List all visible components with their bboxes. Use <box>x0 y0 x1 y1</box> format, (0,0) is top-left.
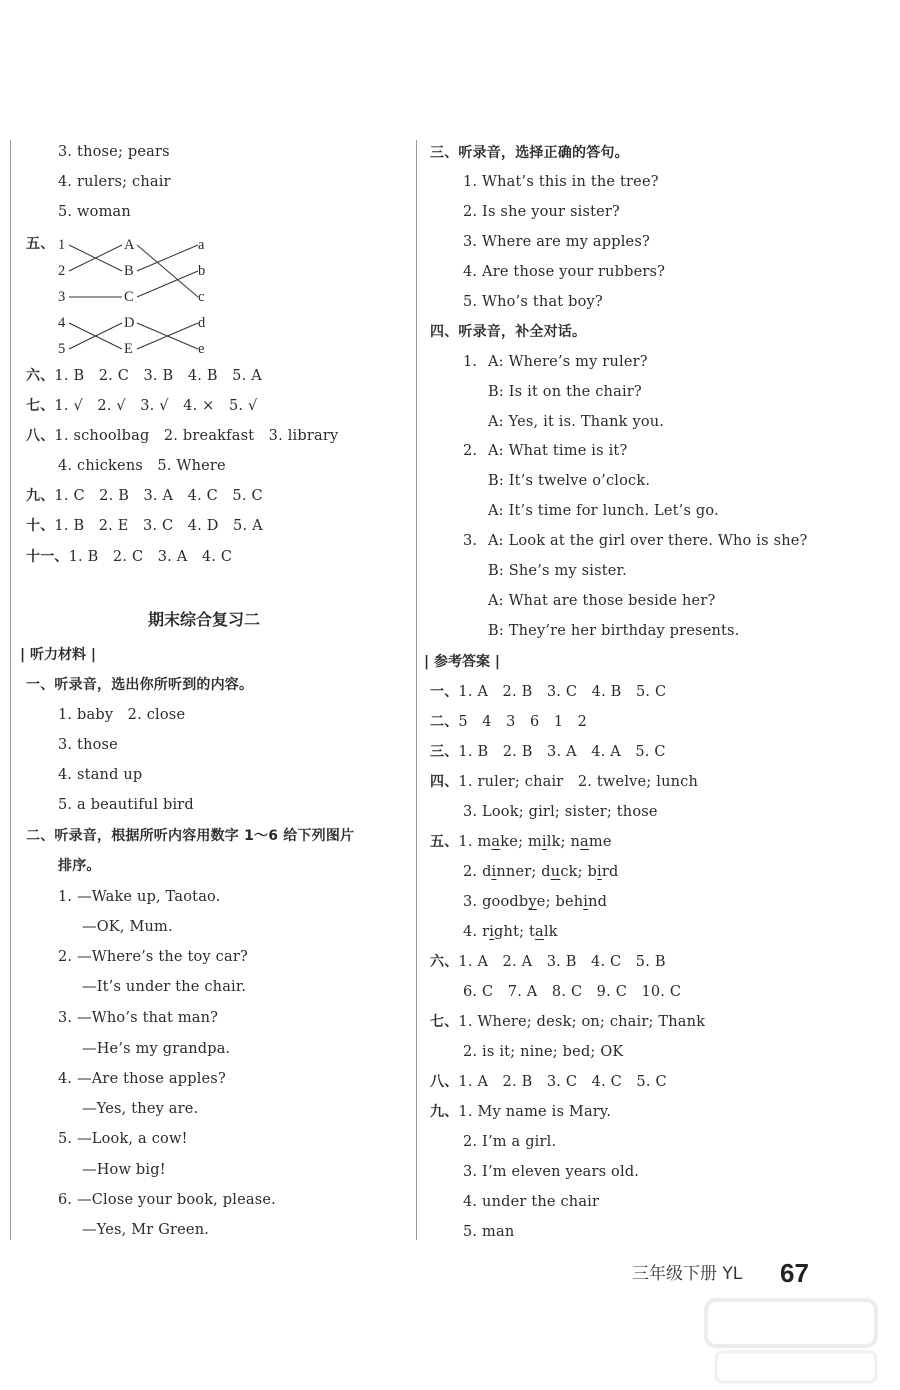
dialog-3-line-2: B: She’s my sister. <box>488 563 627 579</box>
answer-line-8b: 4. chickens 5. Where <box>58 458 226 474</box>
matching-label: 五、 <box>26 236 55 252</box>
answer5-line-1: 五、1. make; milk; name <box>430 834 612 850</box>
answer-line-7: 七、1. √ 2. √ 3. √ 4. × 5. √ <box>26 398 258 414</box>
answer-r9: 九、1. My name is Mary. <box>430 1104 612 1120</box>
match-lower-e: e <box>198 341 205 357</box>
answer-line-8: 八、1. schoolbag 2. breakfast 3. library <box>26 428 339 444</box>
answer-r1: 一、1. A 2. B 3. C 4. B 5. C <box>430 684 667 700</box>
matching-lower <box>198 237 206 357</box>
answer-r3: 三、1. B 2. B 3. A 4. A 5. C <box>430 744 666 760</box>
matching-numbers <box>58 237 66 357</box>
answer-r2: 二、5 4 3 6 1 2 <box>430 714 588 730</box>
part3-heading: 三、听录音，选择正确的答句。 <box>430 145 629 161</box>
footer-grade-label: 三年级下册 YL <box>632 1264 743 1284</box>
part4-heading: 四、听录音，补全对话。 <box>430 324 587 340</box>
part2-item-3b: —He’s my grandpa. <box>82 1041 231 1057</box>
dialog-2-num: 2. <box>463 443 478 459</box>
match-number-2: 2 <box>58 263 66 279</box>
dialog-1-line-2: B: Is it on the chair? <box>488 384 642 400</box>
part2-item-3: 3. —Who’s that man? <box>58 1010 219 1026</box>
part3-item-4: 4. Are those your rubbers? <box>463 264 666 280</box>
part2-item-1: 1. —Wake up, Taotao. <box>58 889 221 905</box>
dialog-2-line-2: B: It’s twelve o’clock. <box>488 473 651 489</box>
match-lower-d: d <box>198 315 206 331</box>
part3-item-1: 1. What’s this in the tree? <box>463 174 659 190</box>
answer5-line-2: 2. dinner; duck; bird <box>463 864 619 880</box>
part2-item-2: 2. —Where’s the toy car? <box>58 949 248 965</box>
part2-heading-2: 排序。 <box>58 858 101 874</box>
part2-item-6: 6. —Close your book, please. <box>58 1192 276 1208</box>
answer-r4: 四、1. ruler; chair 2. twelve; lunch <box>430 774 699 790</box>
answer-r8: 八、1. A 2. B 3. C 4. C 5. C <box>430 1074 667 1090</box>
answer5-line-4: 4. right; talk <box>463 924 558 940</box>
left-margin-line <box>10 140 11 1240</box>
dialog-3-line-3: A: What are those beside her? <box>488 593 716 609</box>
left-item-2: 4. rulers; chair <box>58 174 171 190</box>
part1-item-4: 5. a beautiful bird <box>58 797 194 813</box>
match-upper-b: B <box>124 263 134 279</box>
match-lower-a: a <box>198 237 205 253</box>
dialog-1-num: 1. <box>463 354 478 370</box>
page-number: 67 <box>780 1258 809 1288</box>
answer-r6b: 6. C 7. A 8. C 9. C 10. C <box>463 984 682 1000</box>
answer-line-9: 九、1. C 2. B 3. A 4. C 5. C <box>26 488 263 504</box>
answer-r9b: 2. I’m a girl. <box>463 1134 557 1150</box>
answer-r9d: 4. under the chair <box>463 1194 600 1210</box>
part2-item-5: 5. —Look, a cow! <box>58 1131 188 1147</box>
match-number-5: 5 <box>58 341 66 357</box>
answer-r4b: 3. Look; girl; sister; those <box>463 804 658 820</box>
answer-r9e: 5. man <box>463 1224 515 1240</box>
part1-item-2: 3. those <box>58 737 118 753</box>
listening-tag: | 听力材料 | <box>20 647 96 663</box>
part2-item-5b: —How big! <box>82 1162 166 1178</box>
part3-item-2: 2. Is she your sister? <box>463 204 621 220</box>
part2-item-2b: —It’s under the chair. <box>82 979 247 995</box>
left-item-3: 5. woman <box>58 204 131 220</box>
dialog-3-line-1: A: Look at the girl over there. Who is she? <box>488 533 808 549</box>
left-item-1: 3. those; pears <box>58 144 170 160</box>
answer-line-6: 六、1. B 2. C 3. B 4. B 5. A <box>26 368 262 384</box>
answer5-line-3: 3. goodbye; behind <box>463 894 608 910</box>
part2-item-6b: —Yes, Mr Green. <box>82 1222 210 1238</box>
matching-diagram <box>52 232 252 362</box>
match-lower-c: c <box>198 289 205 305</box>
answer-r7b: 2. is it; nine; bed; OK <box>463 1044 624 1060</box>
part2-item-4: 4. —Are those apples? <box>58 1071 226 1087</box>
part3-item-5: 5. Who’s that boy? <box>463 294 603 310</box>
match-upper-e: E <box>124 341 133 357</box>
match-lower-b: b <box>198 263 206 279</box>
answer-r7: 七、1. Where; desk; on; chair; Thank <box>430 1014 706 1030</box>
answer-r6: 六、1. A 2. A 3. B 4. C 5. B <box>430 954 666 970</box>
match-number-4: 4 <box>58 315 66 331</box>
dialog-2-line-1: A: What time is it? <box>488 443 628 459</box>
part3-item-3: 3. Where are my apples? <box>463 234 650 250</box>
dialog-1-line-3: A: Yes, it is. Thank you. <box>488 414 665 430</box>
match-upper-a: A <box>124 237 135 253</box>
watermark-logo <box>696 1290 896 1390</box>
part2-item-4b: —Yes, they are. <box>82 1101 199 1117</box>
answer-r9c: 3. I’m eleven years old. <box>463 1164 640 1180</box>
part2-item-1b: —OK, Mum. <box>82 919 173 935</box>
column-divider <box>416 140 417 1240</box>
match-line-8 <box>137 271 198 297</box>
answer-line-11: 十一、1. B 2. C 3. A 4. C <box>26 549 233 565</box>
match-line-6 <box>137 245 198 297</box>
answer-line-10: 十、1. B 2. E 3. C 4. D 5. A <box>26 518 263 534</box>
dialog-1-line-1: A: Where’s my ruler? <box>488 354 648 370</box>
match-upper-c: C <box>124 289 134 305</box>
part1-heading: 一、听录音，选出你所听到的内容。 <box>26 677 254 693</box>
part2-heading-1: 二、听录音，根据所听内容用数字 1～6 给下列图片 <box>26 828 355 844</box>
answers-tag: | 参考答案 | <box>424 654 500 670</box>
match-number-3: 3 <box>58 289 66 305</box>
dialog-3-num: 3. <box>463 533 478 549</box>
match-upper-d: D <box>124 315 135 331</box>
dialog-2-line-3: A: It’s time for lunch. Let’s go. <box>488 503 719 519</box>
match-number-1: 1 <box>58 237 66 253</box>
matching-upper <box>124 237 135 357</box>
part1-item-1: 1. baby 2. close <box>58 707 186 723</box>
dialog-3-line-4: B: They’re her birthday presents. <box>488 623 740 639</box>
section-title: 期末综合复习二 <box>148 610 261 629</box>
part1-item-3: 4. stand up <box>58 767 143 783</box>
match-line-7 <box>137 245 198 271</box>
